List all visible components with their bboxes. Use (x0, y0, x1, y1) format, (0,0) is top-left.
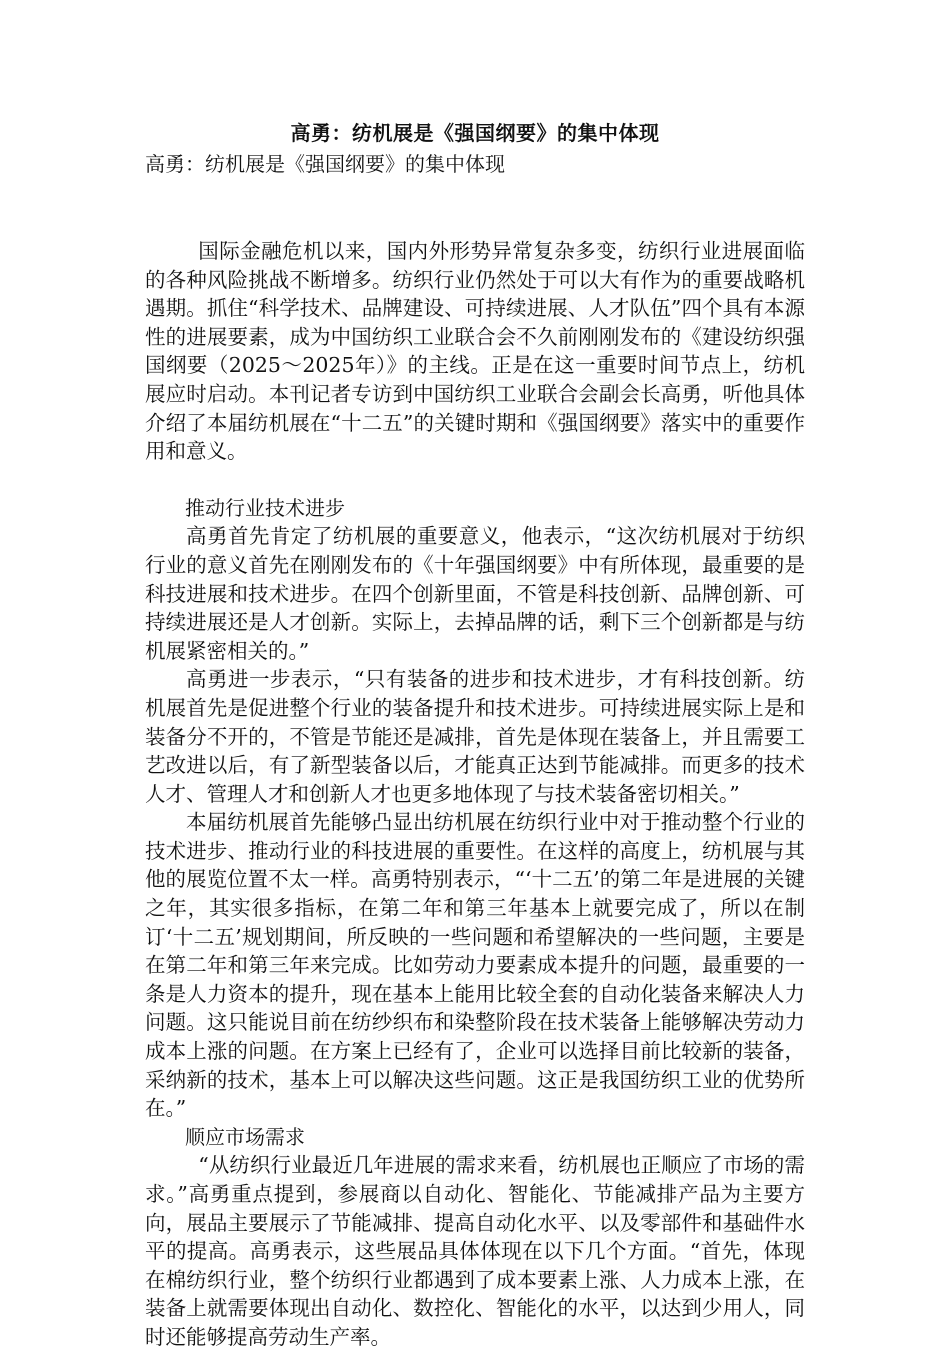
document-subtitle: 高勇：纺机展是《强国纲要》的集中体现 (145, 152, 505, 176)
spacer (145, 466, 805, 494)
intro-paragraph: 国际金融危机以来，国内外形势异常复杂多变，纺织行业进展面临的各种风险挑战不断增多。纺织行业仍然处于可以大有作为的重要战略机遇期。抓住“科学技术、品牌建设、可持续进展、人才队伍”四个具有本源性的进展要素，成为中国纺织工业联合会不久前刚刚发布的《建设纺织强国纲要（2025～2025年）》的主线。正是在这一重要时间节点上，纺机展应时启动。本刊记者专访到中国纺织工业联合会副会长高勇，听他具体介绍了本届纺机展在“十二五”的关键时期和《强国纲要》落实中的重要作用和意义。 (145, 239, 805, 464)
body-paragraph: “从纺织行业最近几年进展的需求来看，纺机展也正顺应了市场的需求。”高勇重点提到，参展商以自动化、智能化、节能减排产品为主要方向，展品主要展示了节能减排、提高自动化水平、以及零部件和基础件水平的提高。高勇表示，这些展品具体体现在以下几个方面。“首先，体现在棉纺织行业，整个纺织行业都遇到了成本要素上涨、人力成本上涨，在装备上就需要体现出自动化、数控化、智能化的水平，以达到少用人，同时还能够提高劳动生产率。 (145, 1153, 805, 1349)
body-paragraph: 高勇进一步表示，“只有装备的进步和技术进步，才有科技创新。纺机展首先是促进整个行业的装备提升和技术进步。可持续进展实际上是和装备分不开的，不管是节能还是减排，首先是体现在装备上，并且需要工艺改进以后，有了新型装备以后，才能真正达到节能减排。而更多的技术人才、管理人才和创新人才也更多地体现了与技术装备密切相关。” (145, 667, 805, 806)
body-paragraph: 高勇首先肯定了纺机展的重要意义，他表示，“这次纺机展对于纺织行业的意义首先在刚刚发布的《十年强国纲要》中有所体现，最重要的是科技进展和技术进步。在四个创新里面，不管是科技创新、品牌创新、可持续进展还是人才创新。实际上，去掉品牌的话，剩下三个创新都是与纺机展紧密相关的。” (145, 524, 805, 663)
spacer (145, 180, 805, 237)
document-page (145, 118, 805, 1352)
section-heading-market-demand: 顺应市场需求 (185, 1124, 305, 1149)
section-heading-tech-progress: 推动行业技术进步 (185, 495, 345, 520)
document-title: 高勇：纺机展是《强国纲要》的集中体现 (290, 121, 660, 145)
body-paragraph: 本届纺机展首先能够凸显出纺机展在纺织行业中对于推动整个行业的技术进步、推动行业的科技进展的重要性。在这样的高度上，纺机展与其他的展览位置不太一样。高勇特别表示，“‘十二五’的第二年是进展的关键之年，其实很多指标，在第二年和第三年基本上就要完成了，所以在制订‘十二五’规划期间，所反映的一些问题和希望解决的一些问题，主要是在第二年和第三年来完成。比如劳动力要素成本提升的问题，最重要的一条是人力资本的提升，现在基本上能用比较全套的自动化装备来解决人力问题。这只能说目前在纺纱织布和染整阶段在技术装备上能够解决劳动力成本上涨的问题。在方案上已经有了，企业可以选择目前比较新的装备，采纳新的技术，基本上可以解决这些问题。这正是我国纺织工业的优势所在。” (145, 810, 805, 1121)
